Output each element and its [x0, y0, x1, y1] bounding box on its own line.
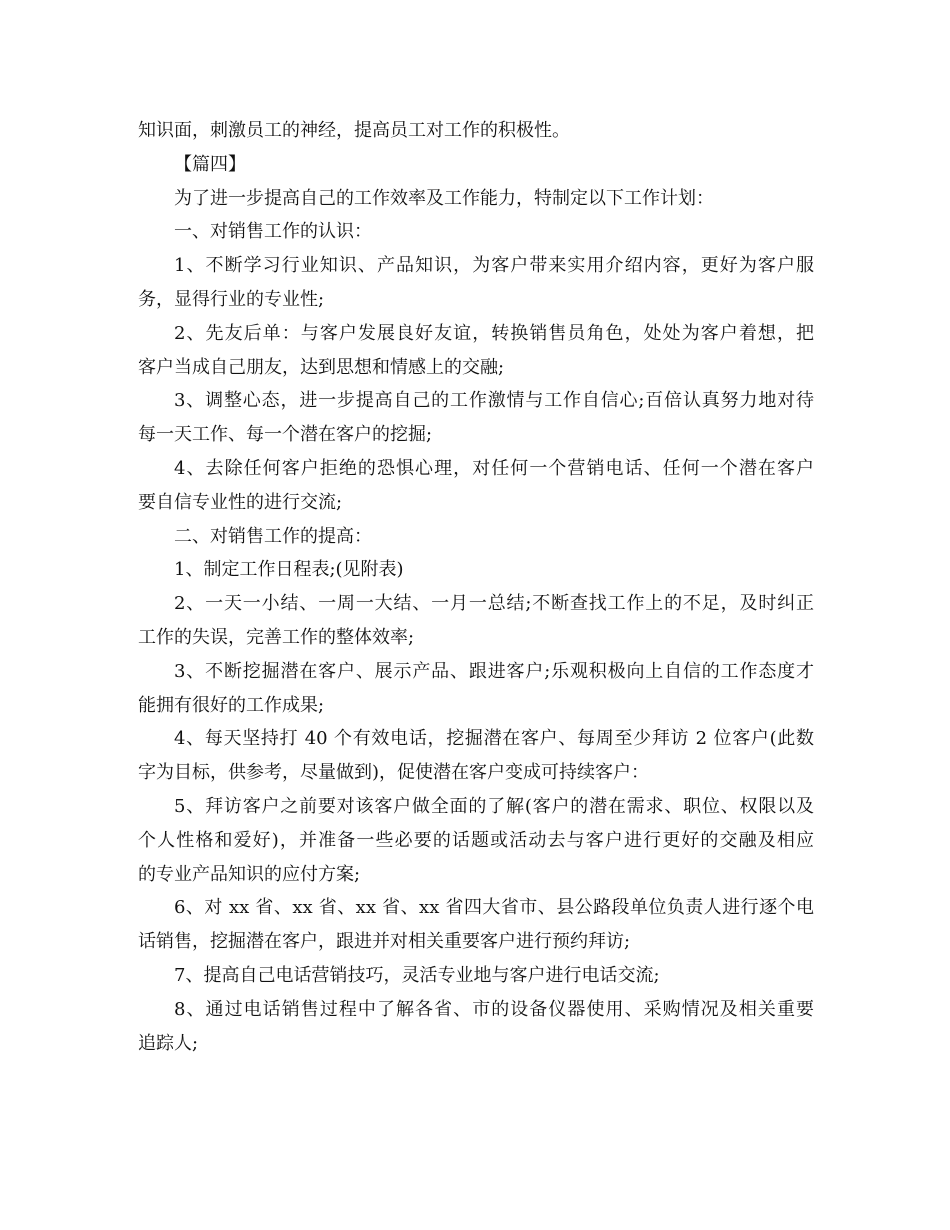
- text-line: 二、对销售工作的提高：: [174, 525, 372, 547]
- text-line: 工作的失误，完善工作的整体效率;: [138, 626, 415, 648]
- text-line: 5、拜访客户之前要对该客户做全面的了解(客户的潜在需求、职位、权限以及: [174, 795, 814, 817]
- text-line: 8、通过电话销售过程中了解各省、市的设备仪器使用、采购情况及相关重要: [174, 998, 814, 1020]
- text-line: 知识面，刺激员工的神经，提高员工对工作的积极性。: [138, 120, 570, 141]
- text-line: 7、提高自己电话营销技巧，灵活专业地与客户进行电话交流;: [174, 964, 660, 986]
- text-line: 3、调整心态，进一步提高自己的工作激情与工作自信心;百倍认真努力地对待: [174, 390, 814, 412]
- text-line: 【篇四】: [174, 153, 246, 175]
- document-body: [138, 114, 814, 1060]
- text-line: 6、对 xx 省、xx 省、xx 省、xx 省四大省市、县公路段单位负责人进行逐个电: [174, 897, 814, 919]
- text-line: 4、去除任何客户拒绝的恐惧心理，对任何一个营销电话、任何一个潜在客户: [174, 457, 814, 479]
- text-line: 2、一天一小结、一周一大结、一月一总结;不断查找工作上的不足，及时纠正: [174, 593, 814, 615]
- text-line: 个人性格和爱好)，并准备一些必要的话题或活动去与客户进行更好的交融及相应: [138, 829, 814, 851]
- text-line: 务，显得行业的专业性;: [138, 288, 325, 310]
- text-line: 1、制定工作日程表;(见附表): [174, 559, 404, 581]
- text-line: 追踪人;: [138, 1032, 199, 1054]
- text-line: 2、先友后单：与客户发展良好友谊，转换销售员角色，处处为客户着想，把: [174, 322, 814, 344]
- text-line: 3、不断挖掘潜在客户、展示产品、跟进客户;乐观积极向上自信的工作态度才: [174, 660, 814, 682]
- text-line: 4、每天坚持打 40 个有效电话，挖掘潜在客户、每周至少拜访 2 位客户(此数: [174, 728, 814, 750]
- text-line: 的专业产品知识的应付方案;: [138, 863, 361, 885]
- text-line: 字为目标，供参考，尽量做到)，促使潜在客户变成可持续客户：: [138, 762, 650, 784]
- text-line: 要自信专业性的进行交流;: [138, 491, 343, 513]
- text-line: 一、对销售工作的认识：: [174, 221, 372, 243]
- text-line: 为了进一步提高自己的工作效率及工作能力，特制定以下工作计划：: [174, 187, 714, 209]
- text-line: 话销售，挖掘潜在客户，跟进并对相关重要客户进行预约拜访;: [138, 931, 631, 953]
- text-line: 1、不断学习行业知识、产品知识，为客户带来实用介绍内容，更好为客户服: [174, 255, 814, 277]
- text-line: 客户当成自己朋友，达到思想和情感上的交融;: [138, 356, 505, 378]
- text-line: 每一天工作、每一个潜在客户的挖掘;: [138, 424, 433, 446]
- text-line: 能拥有很好的工作成果;: [138, 694, 325, 716]
